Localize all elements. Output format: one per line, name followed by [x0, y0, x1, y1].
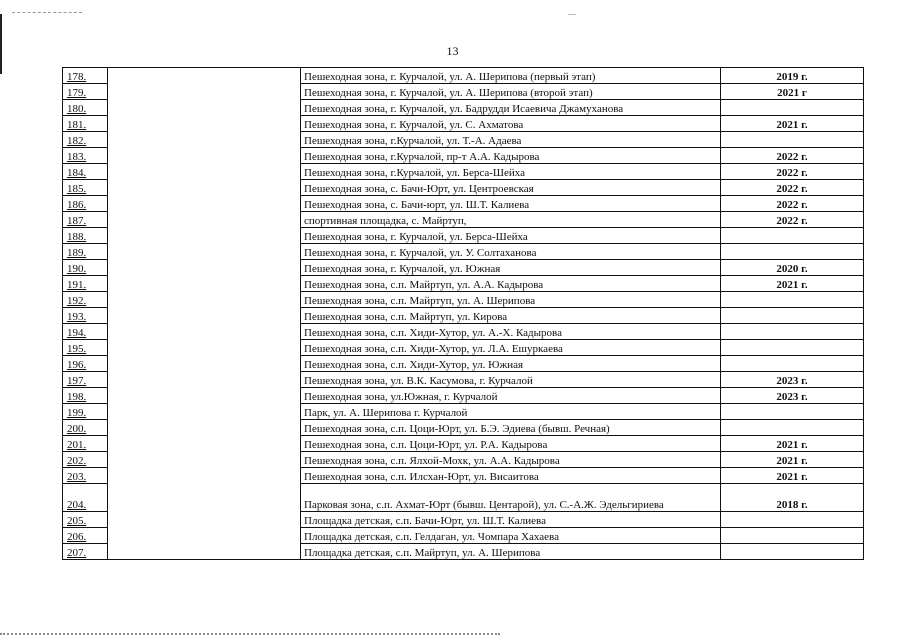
- row-object-name: Пешеходная зона, с.п. Майртуп, ул. Кирова: [301, 308, 721, 324]
- row-number: 185.: [63, 180, 108, 196]
- row-number: 183.: [63, 148, 108, 164]
- table-row: [63, 452, 864, 468]
- row-empty-cell: [108, 512, 301, 528]
- row-year: [721, 340, 864, 356]
- table-row: [63, 372, 864, 388]
- row-number: 204.: [63, 484, 108, 512]
- row-object-name: Пешеходная зона, г. Курчалой, ул. А. Шерипова (второй этап): [301, 84, 721, 100]
- row-number: 189.: [63, 244, 108, 260]
- row-empty-cell: [108, 68, 301, 84]
- row-year: 2019 г.: [721, 68, 864, 84]
- row-object-name: Парковая зона, с.п. Ахмат-Юрт (бывш. Центарой), ул. С.-А.Ж. Эдельгириева: [301, 484, 721, 512]
- table-row: [63, 292, 864, 308]
- table-row: [63, 260, 864, 276]
- row-object-name: Пешеходная зона, г.Курчалой, пр-т А.А. Кадырова: [301, 148, 721, 164]
- row-empty-cell: [108, 116, 301, 132]
- row-year: [721, 404, 864, 420]
- row-year: [721, 292, 864, 308]
- row-empty-cell: [108, 340, 301, 356]
- row-empty-cell: [108, 420, 301, 436]
- row-object-name: Пешеходная зона, ул. В.К. Касумова, г. Курчалой: [301, 372, 721, 388]
- row-empty-cell: [108, 180, 301, 196]
- table-row: [63, 356, 864, 372]
- row-empty-cell: [108, 404, 301, 420]
- table-row: [63, 528, 864, 544]
- row-object-name: Пешеходная зона, ул.Южная, г. Курчалой: [301, 388, 721, 404]
- row-number: 198.: [63, 388, 108, 404]
- row-year: [721, 356, 864, 372]
- row-year: 2022 г.: [721, 164, 864, 180]
- row-object-name: Пешеходная зона, с.п. Хиди-Хутор, ул. Южная: [301, 356, 721, 372]
- row-object-name: Пешеходная зона, г.Курчалой, ул. Т.-А. Адаева: [301, 132, 721, 148]
- table-row: [63, 468, 864, 484]
- row-year: 2023 г.: [721, 372, 864, 388]
- table-row: [63, 436, 864, 452]
- row-number: 184.: [63, 164, 108, 180]
- row-year: [721, 544, 864, 560]
- row-object-name: Пешеходная зона, г.Курчалой, ул. Берса-Шейха: [301, 164, 721, 180]
- row-year: [721, 132, 864, 148]
- row-empty-cell: [108, 84, 301, 100]
- row-number: 206.: [63, 528, 108, 544]
- scan-artifact-top-right: [568, 14, 576, 15]
- table-row: [63, 68, 864, 84]
- row-year: 2022 г.: [721, 148, 864, 164]
- row-object-name: Пешеходная зона, с.п. Майртуп, ул. А.А. Кадырова: [301, 276, 721, 292]
- row-empty-cell: [108, 244, 301, 260]
- table-row: [63, 228, 864, 244]
- table-row: [63, 512, 864, 528]
- row-year: [721, 308, 864, 324]
- table-row: [63, 84, 864, 100]
- row-object-name: Пешеходная зона, с.п. Цоци-Юрт, ул. Б.Э. Эдиева (бывш. Речная): [301, 420, 721, 436]
- row-number: 200.: [63, 420, 108, 436]
- row-number: 187.: [63, 212, 108, 228]
- row-year: 2022 г.: [721, 212, 864, 228]
- row-year: [721, 100, 864, 116]
- row-year: 2023 г.: [721, 388, 864, 404]
- row-number: 202.: [63, 452, 108, 468]
- table-row: [63, 116, 864, 132]
- table-row: [63, 388, 864, 404]
- row-number: 194.: [63, 324, 108, 340]
- table-row: [63, 276, 864, 292]
- row-object-name: Площадка детская, с.п. Бачи-Юрт, ул. Ш.Т. Калиева: [301, 512, 721, 528]
- row-object-name: Пешеходная зона, г. Курчалой, ул. А. Шерипова (первый этап): [301, 68, 721, 84]
- row-number: 203.: [63, 468, 108, 484]
- row-year: [721, 420, 864, 436]
- row-number: 190.: [63, 260, 108, 276]
- table-row: [63, 212, 864, 228]
- table-row: [63, 180, 864, 196]
- row-number: 188.: [63, 228, 108, 244]
- row-empty-cell: [108, 452, 301, 468]
- row-number: 186.: [63, 196, 108, 212]
- row-number: 182.: [63, 132, 108, 148]
- row-empty-cell: [108, 388, 301, 404]
- row-empty-cell: [108, 228, 301, 244]
- row-number: 196.: [63, 356, 108, 372]
- table-row: [63, 544, 864, 560]
- row-empty-cell: [108, 212, 301, 228]
- table-row: [63, 100, 864, 116]
- row-number: 195.: [63, 340, 108, 356]
- row-empty-cell: [108, 276, 301, 292]
- objects-table-body: [63, 68, 864, 560]
- table-row: [63, 420, 864, 436]
- row-empty-cell: [108, 528, 301, 544]
- row-empty-cell: [108, 544, 301, 560]
- row-empty-cell: [108, 484, 301, 512]
- table-row: [63, 324, 864, 340]
- row-year: [721, 228, 864, 244]
- table-row: [63, 164, 864, 180]
- row-number: 180.: [63, 100, 108, 116]
- row-empty-cell: [108, 260, 301, 276]
- row-object-name: Пешеходная зона, с.п. Майртуп, ул. А. Шерипова: [301, 292, 721, 308]
- objects-table: [62, 67, 864, 560]
- row-year: 2018 г.: [721, 484, 864, 512]
- row-year: 2021 г.: [721, 436, 864, 452]
- table-row: [63, 340, 864, 356]
- row-number: 197.: [63, 372, 108, 388]
- row-number: 178.: [63, 68, 108, 84]
- row-year: 2021 г.: [721, 276, 864, 292]
- row-year: [721, 512, 864, 528]
- row-year: [721, 324, 864, 340]
- row-number: 181.: [63, 116, 108, 132]
- row-number: 191.: [63, 276, 108, 292]
- row-object-name: Пешеходная зона, г. Курчалой, ул. Южная: [301, 260, 721, 276]
- row-object-name: Пешеходная зона, с. Бачи-Юрт, ул. Центроевская: [301, 180, 721, 196]
- row-number: 179.: [63, 84, 108, 100]
- table-row: [63, 308, 864, 324]
- row-empty-cell: [108, 308, 301, 324]
- row-empty-cell: [108, 468, 301, 484]
- row-object-name: Пешеходная зона, г. Курчалой, ул. У. Солтаханова: [301, 244, 721, 260]
- row-object-name: Пешеходная зона, с. Бачи-юрт, ул. Ш.Т. Калиева: [301, 196, 721, 212]
- row-object-name: Пешеходная зона, с.п. Ялхой-Мохк, ул. А.А. Кадырова: [301, 452, 721, 468]
- row-empty-cell: [108, 132, 301, 148]
- table-row: [63, 244, 864, 260]
- row-empty-cell: [108, 324, 301, 340]
- row-object-name: Пешеходная зона, г. Курчалой, ул. С. Ахматова: [301, 116, 721, 132]
- row-year: 2021 г.: [721, 452, 864, 468]
- row-year: [721, 528, 864, 544]
- row-object-name: Пешеходная зона, г. Курчалой, ул. Берса-Шейха: [301, 228, 721, 244]
- row-number: 192.: [63, 292, 108, 308]
- row-object-name: Парк, ул. А. Шерипова г. Курчалой: [301, 404, 721, 420]
- row-empty-cell: [108, 196, 301, 212]
- row-number: 205.: [63, 512, 108, 528]
- scan-artifact-top: [12, 12, 82, 13]
- row-number: 193.: [63, 308, 108, 324]
- row-object-name: Пешеходная зона, с.п. Илсхан-Юрт, ул. Висаитова: [301, 468, 721, 484]
- row-object-name: спортивная площадка, с. Майртуп,: [301, 212, 721, 228]
- row-object-name: Пешеходная зона, с.п. Хиди-Хутор, ул. А.-Х. Кадырова: [301, 324, 721, 340]
- row-year: 2021 г.: [721, 468, 864, 484]
- table-row: [63, 404, 864, 420]
- row-empty-cell: [108, 356, 301, 372]
- row-empty-cell: [108, 148, 301, 164]
- row-object-name: Пешеходная зона, с.п. Хиди-Хутор, ул. Л.А. Ешуркаева: [301, 340, 721, 356]
- table-row: [63, 484, 864, 512]
- row-object-name: Площадка детская, с.п. Гелдаган, ул. Чомпара Хахаева: [301, 528, 721, 544]
- row-object-name: Пешеходная зона, г. Курчалой, ул. Бадрудди Исаевича Джамуханова: [301, 100, 721, 116]
- row-empty-cell: [108, 372, 301, 388]
- row-empty-cell: [108, 164, 301, 180]
- row-number: 199.: [63, 404, 108, 420]
- row-year: 2020 г.: [721, 260, 864, 276]
- row-year: [721, 244, 864, 260]
- table-row: [63, 132, 864, 148]
- row-year: 2021 г.: [721, 116, 864, 132]
- row-empty-cell: [108, 436, 301, 452]
- row-empty-cell: [108, 100, 301, 116]
- row-object-name: Площадка детская, с.п. Майртуп, ул. А. Шерипова: [301, 544, 721, 560]
- row-year: 2022 г.: [721, 196, 864, 212]
- row-number: 207.: [63, 544, 108, 560]
- row-number: 201.: [63, 436, 108, 452]
- table-row: [63, 196, 864, 212]
- row-year: 2022 г.: [721, 180, 864, 196]
- row-empty-cell: [108, 292, 301, 308]
- table-row: [63, 148, 864, 164]
- scan-artifact-bottom: [0, 633, 500, 635]
- page-number: 13: [446, 44, 459, 58]
- row-year: 2021 г: [721, 84, 864, 100]
- row-object-name: Пешеходная зона, с.п. Цоци-Юрт, ул. Р.А. Кадырова: [301, 436, 721, 452]
